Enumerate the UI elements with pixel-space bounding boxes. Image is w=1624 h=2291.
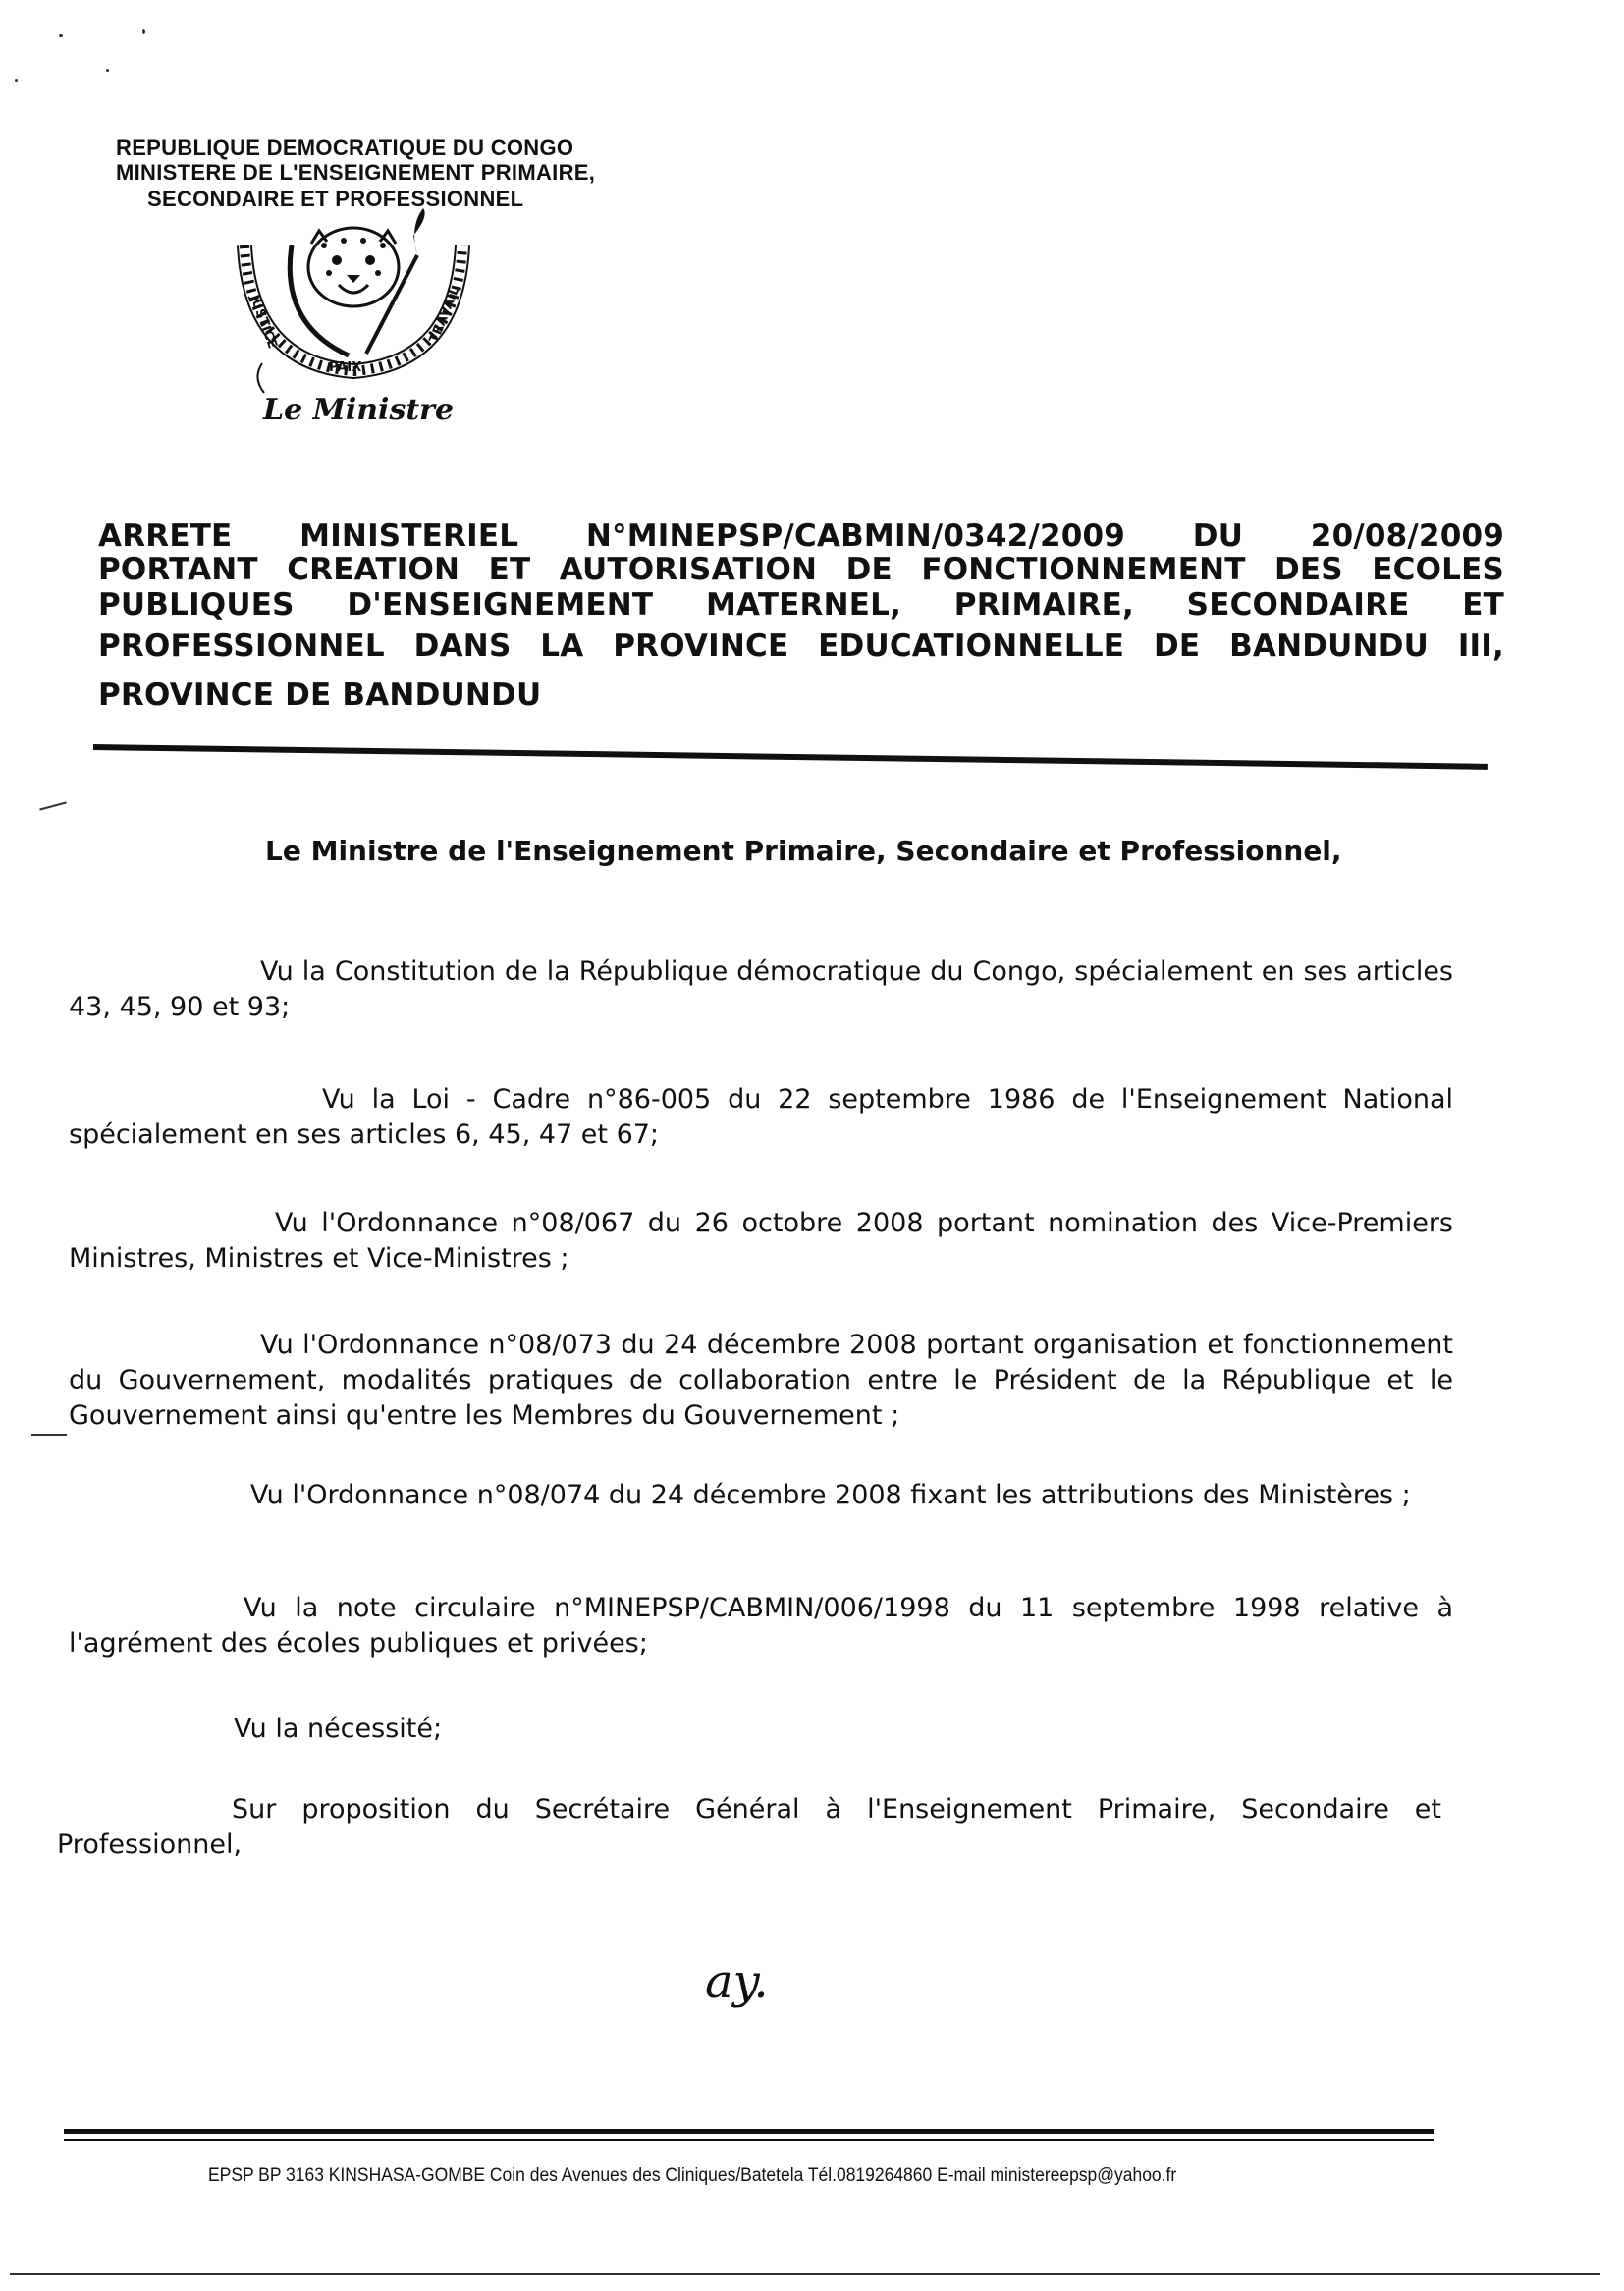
scan-speck: [15, 79, 18, 82]
emblem-word-paix: PAIX: [329, 360, 362, 375]
title-line: PROVINCE DE BANDUNDU: [98, 678, 542, 713]
header-ministry: MINISTERE DE L'ENSEIGNEMENT PRIMAIRE,: [116, 160, 596, 185]
considerant-ordonnance-067: Vu l'Ordonnance n°08/067 du 26 octobre 2008 portant nomination des Vice-Premiers Ministres, Ministres et Vice-Ministres ;: [69, 1208, 1453, 1274]
footer-rule: [64, 2129, 1434, 2134]
margin-mark: [39, 801, 67, 810]
title-line: ARRETE MINISTERIEL N°MINEPSP/CABMIN/0342/2009 DU 20/08/2009: [98, 518, 1504, 554]
footer-address: EPSP BP 3163 KINSHASA-GOMBE Coin des Avenues des Cliniques/Batetela Tél.0819264860 E-mail ministereepsp@yahoo.fr: [208, 2165, 1177, 2186]
considerant-loi-cadre: Vu la Loi - Cadre n°86-005 du 22 septembre 1986 de l'Enseignement National spécialement en ses articles 6, 45, 47 et 67;: [69, 1084, 1453, 1150]
page-bottom-rule: [10, 2273, 1600, 2275]
scan-speck: [59, 34, 63, 37]
handwritten-initials: ay.: [705, 1954, 769, 2009]
considerant-ordonnance-073: Vu l'Ordonnance n°08/073 du 24 décembre 2008 portant organisation et fonctionnement du Gouvernement, modalités pratiques de collaboration entre le Président de la République et le Gouvernement ainsi qu'entre les Membres du Gouvernement ;: [69, 1330, 1453, 1431]
considerant-constitution: Vu la Constitution de la République démocratique du Congo, spécialement en ses articles 43, 45, 90 et 93;: [69, 956, 1453, 1022]
considerant-ordonnance-074: Vu l'Ordonnance n°08/074 du 24 décembre 2008 fixant les attributions des Ministères ;: [250, 1480, 1411, 1510]
national-emblem-icon: [221, 206, 486, 403]
preamble: Le Ministre de l'Enseignement Primaire, Secondaire et Professionnel,: [265, 835, 1342, 867]
scan-speck: [142, 29, 145, 34]
title-line: PROFESSIONNEL DANS LA PROVINCE EDUCATIONNELLE DE BANDUNDU III,: [98, 628, 1504, 664]
title-underline: [93, 744, 1488, 770]
header-ministry-cont: SECONDAIRE ET PROFESSIONNEL: [147, 187, 524, 211]
title-line: PUBLIQUES D'ENSEIGNEMENT MATERNEL, PRIMAIRE, SECONDAIRE ET: [98, 587, 1504, 623]
considerant-note-circulaire: Vu la note circulaire n°MINEPSP/CABMIN/006/1998 du 11 septembre 1998 relative à l'agrément des écoles publiques et privées;: [69, 1593, 1453, 1659]
scan-speck: [106, 69, 109, 72]
header-country: REPUBLIQUE DEMOCRATIQUE DU CONGO: [116, 136, 574, 160]
proposal-clause: Sur proposition du Secrétaire Général à l'Enseignement Primaire, Secondaire et Professionnel,: [57, 1794, 1441, 1860]
leopard-head-icon: [308, 228, 399, 306]
signatory-title: Le Ministre: [263, 393, 455, 427]
emblem-word-travail: TRAVAIL: [426, 284, 463, 346]
emblem-word-justice: JUSTICE: [246, 293, 280, 351]
margin-mark: [31, 1434, 67, 1436]
footer-rule-thin: [64, 2139, 1434, 2141]
considerant-necessite: Vu la nécessité;: [234, 1714, 443, 1744]
title-line: PORTANT CREATION ET AUTORISATION DE FONCTIONNEMENT DES ECOLES: [98, 552, 1504, 587]
